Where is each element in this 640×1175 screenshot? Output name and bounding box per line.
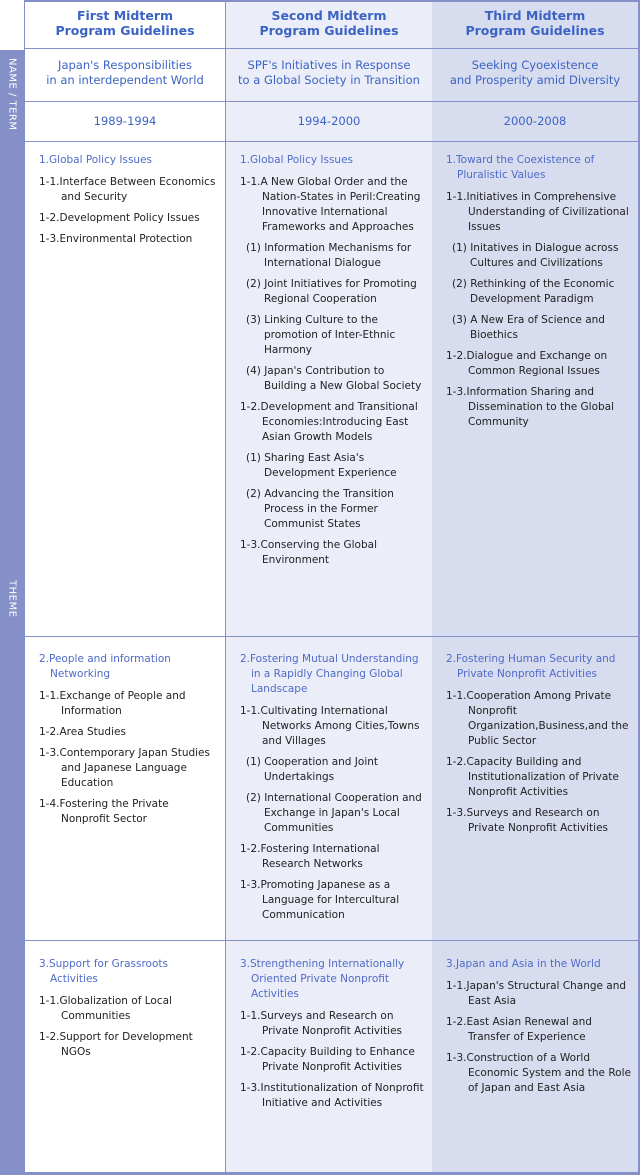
list-item: 1-3.Promoting Japanese as a Language for Intercultural Communication [240,879,400,921]
list-item: 1-1.Exchange of People and Information [39,690,186,717]
sub-item: (3) Linking Culture to the promotion of Inter-Ethnic Harmony [246,314,396,356]
list-item: 1-1.Surveys and Research on Private Nonprofit Activities [240,1010,403,1037]
theme-block [446,652,632,842]
theme-block [240,957,426,1117]
list-item: 1-2.Capacity Building to Enhance Private Nonprofit Activities [240,1046,415,1073]
divider-theme-1 [24,636,640,637]
theme-block [240,652,426,929]
sub-item: (1) Information Mechanisms for International Dialogue [246,242,412,269]
list-item: 1-2.Development and Transitional Economies:Introducing East Asian Growth Models [240,401,418,443]
list-item: 1-1.Cultivating International Networks Among Cities,Towns and Villages [240,705,420,747]
list-item: 1-2.Capacity Building and Institutionalization of Private Nonprofit Activities [446,756,619,798]
program-term: 1989-1994 [93,114,157,128]
list-item: 1-4.Fostering the Private Nonprofit Sector [39,798,169,825]
sub-item: (1) Sharing East Asia's Development Experience [246,452,397,479]
program-name: SPF's Initiatives in Response to a Global Society in Transition [238,58,420,87]
list-item: 1-2.Support for Development NGOs [39,1031,193,1058]
theme-title: 3.Strengthening Internationally Oriented Private Nonprofit Activities [240,958,405,1000]
list-item: 1-1.Globalization of Local Communities [39,995,172,1022]
program-term: 1994-2000 [297,114,361,128]
list-item: 1-2.Dialogue and Exchange on Common Regional Issues [446,350,608,377]
program-name: Seeking Cyoexistence and Prosperity amid Diversity [449,58,621,87]
list-item: 1-3.Surveys and Research on Private Nonprofit Activities [446,807,609,834]
column-header: Second Midterm Program Guidelines [259,8,399,38]
theme-title: 2.Fostering Mutual Understanding in a Rapidly Changing Global Landscape [240,653,419,695]
theme-block [39,153,219,253]
list-item: 1-1.Initiatives in Comprehensive Understanding of Civilizational Issues [446,191,629,233]
theme-title: 2.Fostering Human Security and Private Nonprofit Activities [446,653,616,680]
theme-title: 2.People and information Networking [39,653,171,680]
sub-item: (4) Japan's Contribution to Building a New Global Society [246,365,422,392]
list-item: 1-2.Development Policy Issues [39,212,200,224]
list-item: 1-2.Area Studies [39,726,126,738]
list-item: 1-2.Fostering International Research Networks [240,843,380,870]
list-item: 1-3.Environmental Protection [39,233,193,245]
theme-title: 1.Global Policy Issues [240,154,354,166]
sub-item: (1) Cooperation and Joint Undertakings [246,756,379,783]
list-item: 1-1.Cooperation Among Private Nonprofit Organization,Business,and the Public Sector [446,690,629,747]
list-item: 1-1.Interface Between Economics and Security [39,176,216,203]
list-item: 1-3.Institutionalization of Nonprofit Initiative and Activities [240,1082,424,1109]
sub-item: (1) Initatives in Dialogue across Cultures and Civilizations [452,242,619,269]
program-term: 2000-2008 [503,114,567,128]
theme-title: 3.Support for Grassroots Activities [39,958,168,985]
sub-item: (2) Rethinking of the Economic Development Paradigm [452,278,615,305]
list-item: 1-2.East Asian Renewal and Transfer of Experience [446,1016,592,1043]
divider-name [24,101,640,102]
list-item: 1-3.Contemporary Japan Studies and Japanese Language Education [39,747,210,789]
column-header: First Midterm Program Guidelines [55,8,195,38]
theme-title: 1.Global Policy Issues [39,154,153,166]
theme-title: 3.Japan and Asia in the World [446,958,601,970]
list-item: 1-3.Construction of a World Economic System and the Role of Japan and East Asia [446,1052,631,1094]
theme-title: 1.Toward the Coexistence of Pluralistic Values [446,154,595,181]
name-term-label: NAME / TERM [6,58,18,131]
divider-theme-2 [24,940,640,941]
theme-block [446,153,632,436]
theme-block [446,957,632,1102]
sub-item: (2) International Cooperation and Exchange in Japan's Local Communities [246,792,422,834]
divider-header [24,48,640,49]
theme-label: THEME [6,580,18,618]
table-top-border [24,0,640,2]
list-item: 1-3.Conserving the Global Environment [240,539,377,566]
theme-block [39,652,219,833]
column-header: Third Midterm Program Guidelines [465,8,605,38]
theme-block [240,153,426,574]
list-item: 1-1.A New Global Order and the Nation-States in Peril:Creating Innovative International Frameworks and Approaches [240,176,421,233]
column-first-midterm [24,0,226,1175]
list-item: 1-1.Japan's Structural Change and East Asia [446,980,627,1007]
theme-block [39,957,219,1066]
program-name: Japan's Responsibilities in an interdependent World [46,58,204,87]
sub-item: (2) Advancing the Transition Process in the Former Communist States [246,488,394,530]
column-second-midterm [226,0,432,1175]
sub-item: (3) A New Era of Science and Bioethics [452,314,605,341]
sub-item: (2) Joint Initiatives for Promoting Regional Cooperation [246,278,417,305]
list-item: 1-3.Information Sharing and Dissemination to the Global Community [446,386,615,428]
divider-term [24,141,640,142]
column-third-midterm [432,0,640,1175]
